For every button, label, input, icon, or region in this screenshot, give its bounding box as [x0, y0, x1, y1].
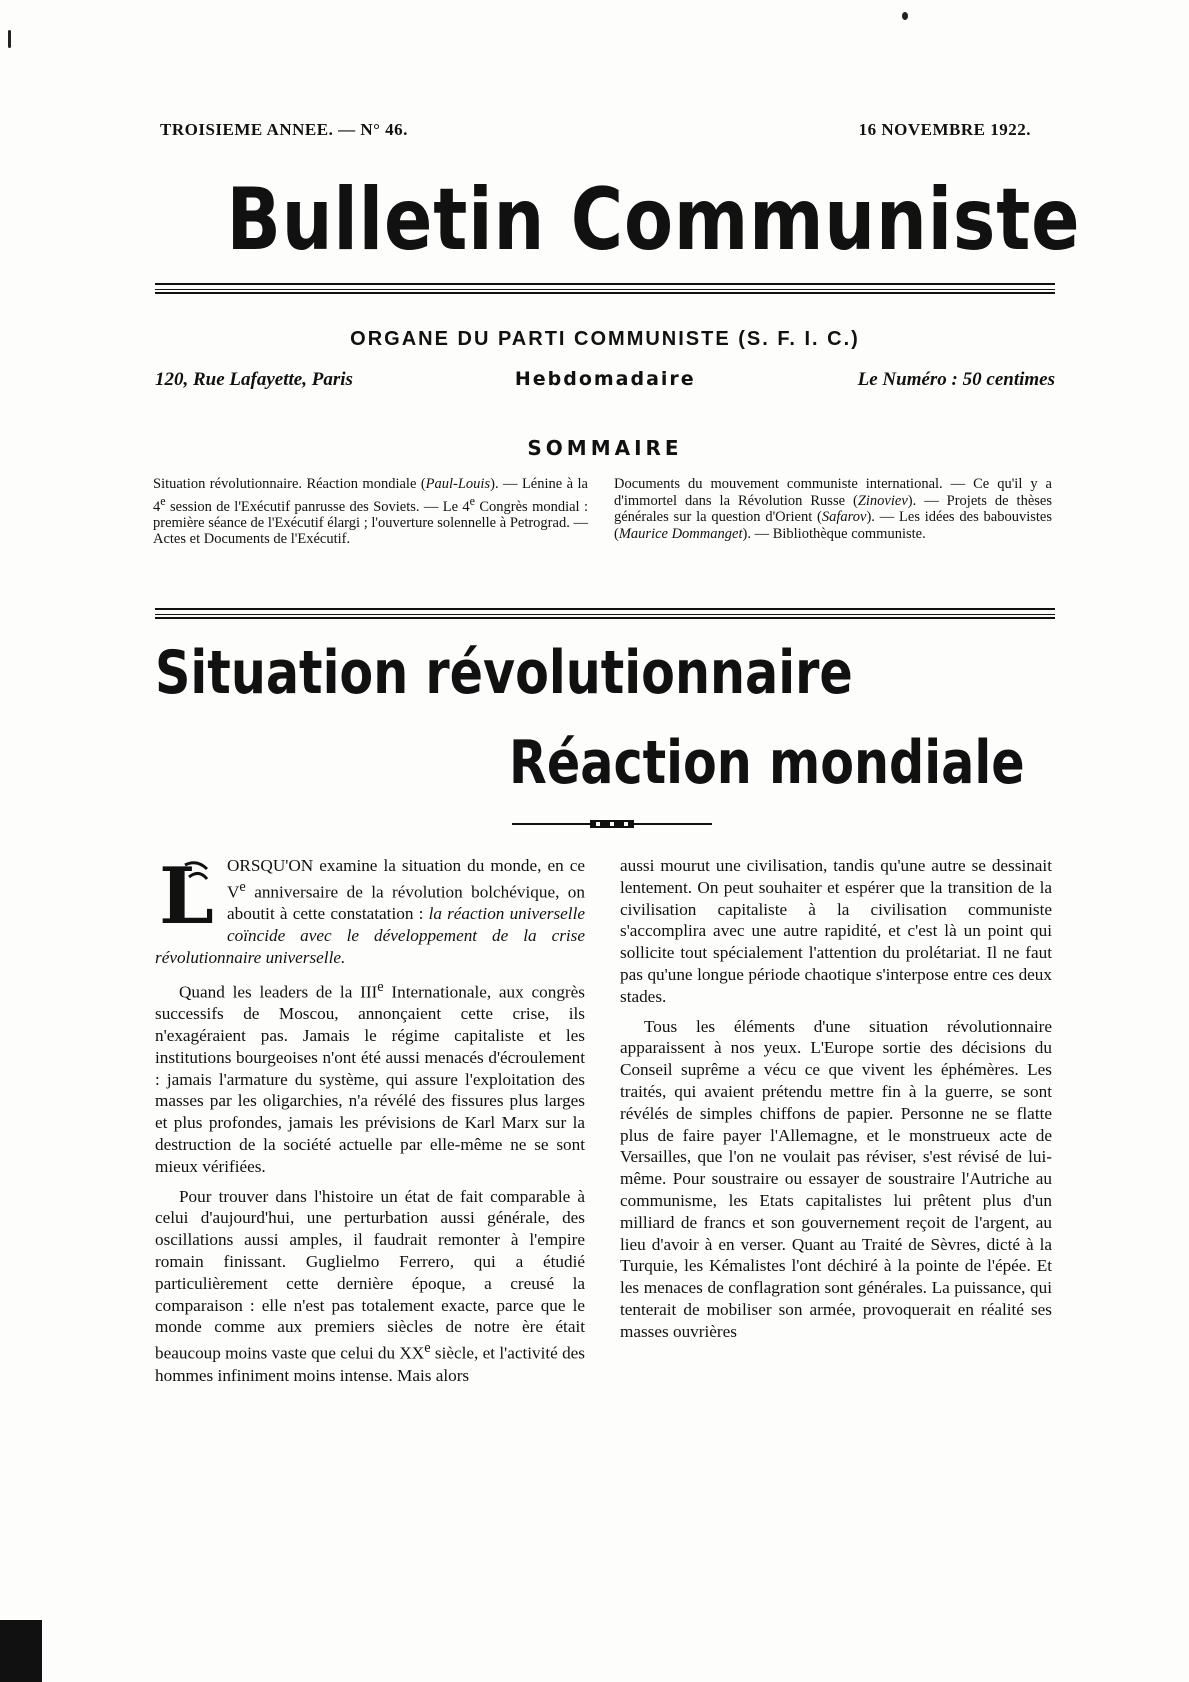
- article-title-line2: Réaction mondiale: [509, 728, 1025, 798]
- masthead-info: [155, 368, 1055, 391]
- frequency: Hebdomadaire: [514, 368, 696, 390]
- svg-text:L: L: [159, 857, 214, 929]
- paragraph: Pour trouver dans l'histoire un état de fait comparable à celui d'aujourd'hui, une perturbation aussi générale, des oscillations aussi amples, il faudrait remonter à l'empire romain finissant. Guglielmo Ferrero, qui a étudié particulièrement cette dernière époque, a creusé la comparaison : elle n'est pas totalement exacte, parce que le monde comme aux premiers siècles de notre ère était beaucoup moins vaste que celui du XXe siècle, et l'activité des hommes infiniment moins intense. Mais alors: [155, 1186, 585, 1385]
- sommaire-rule-thin: [155, 617, 1055, 620]
- issue-line: [160, 120, 1031, 140]
- address: 120, Rue Lafayette, Paris: [155, 369, 353, 390]
- paragraph: aussi mourut une civilisation, tandis qu'une autre se dessinait lentement. On peut souhaiter et espérer que la transition de la civilisation capitaliste à la civilisation communiste s'accomplira avec une autre rapidité, et c'est là un point qui sollicite tout spécialement l'attention du prolétariat. Il ne faut pas qu'une longue période chaotique s'interpose entre ces deux stades.: [620, 856, 1052, 1006]
- sommaire-right: Documents du mouvement communiste international. — Ce qu'il y a d'immortel dans la Révolution Russe (Zinoviev). — Projets de thèses générales sur la question d'Orient (Safarov). — Les idées des babouvistes (Maurice Dommanget). — Bibliothèque communiste.: [614, 476, 1052, 542]
- issue-date: 16 NOVEMBRE 1922.: [858, 120, 1031, 139]
- masthead-subtitle: ORGANE DU PARTI COMMUNISTE (S. F. I. C.): [350, 328, 860, 350]
- price: Le Numéro : 50 centimes: [857, 369, 1055, 390]
- masthead-rule-thin: [155, 292, 1055, 295]
- issue-number: TROISIEME ANNEE. — N° 46.: [160, 120, 408, 139]
- ornament-divider: [512, 818, 712, 830]
- article-column-left: [155, 855, 585, 1395]
- paragraph: ORSQU'ON examine la situation du monde, en ce Ve anniversaire de la révolution bolchévique, on aboutit à cette constatation : la réaction universelle coïncide avec le développement de la crise révolutionnaire universelle.: [155, 856, 585, 967]
- dropcap-letter: [155, 857, 217, 929]
- sommaire-heading: SOMMAIRE: [527, 436, 683, 460]
- article-title-line1: Situation révolutionnaire: [155, 638, 853, 708]
- masthead-rule: [155, 283, 1055, 290]
- sommaire-left: Situation révolutionnaire. Réaction mondiale (Paul-Louis). — Lénine à la 4e session de l'Exécutif panrusse des Soviets. — Le 4e Congrès mondial : première séance de l'Exécutif élargi ; l'ouverture solennelle à Petrograd. — Actes et Documents de l'Exécutif.: [153, 476, 588, 548]
- sommaire-rule: [155, 608, 1055, 615]
- masthead-title: Bulletin Communiste: [226, 170, 1081, 270]
- scan-edge-mark: [0, 1620, 42, 1682]
- paragraph: Quand les leaders de la IIIe Internationale, aux congrès successifs de Moscou, annonçaient cette crise, ils n'exagéraient pas. Jamais le régime capitaliste et les institutions bourgeoises n'ont été aussi menacés d'écroulement : jamais l'armature du système, qui assure l'exploitation des masses par les oligarchies, n'a révélé des fissures plus larges et plus profondes, jamais les prévisions de Karl Marx sur la destruction de la société actuelle par elle-même ne se sont mieux vérifiées.: [155, 978, 585, 1176]
- article-column-right: [620, 855, 1052, 1351]
- paragraph: Tous les éléments d'une situation révolutionnaire apparaissent à nos yeux. L'Europe sortie des décisions du Conseil suprême a vécu ce que vivent les éphémères. Les traités, qui avaient prétendu mettre fin à la guerre, se sont révélés de simples chiffons de papier. Personne ne se flatte plus de faire payer l'Allemagne, et le monstrueux acte de Versailles, que l'on ne voulait pas réviser, s'est révisé de lui-même. Pour soustraire ou essayer de soustraire l'Autriche au communisme, les Etats capitalistes lui prêtent plus d'un milliard de francs et son gouvernement reçoit de l'argent, au lieu d'avoir à en verser. Quant au Traité de Sèvres, dicté à la Turquie, les Kémalistes l'ont déchiré à la pointe de l'épée. Et les menaces de conflagration sont générales. La puissance, qui tenterait de mobiliser son armée, provoquerait en réalité ses masses ouvrières: [620, 1016, 1052, 1341]
- scan-speck: [8, 30, 11, 48]
- scan-speck: [902, 12, 908, 20]
